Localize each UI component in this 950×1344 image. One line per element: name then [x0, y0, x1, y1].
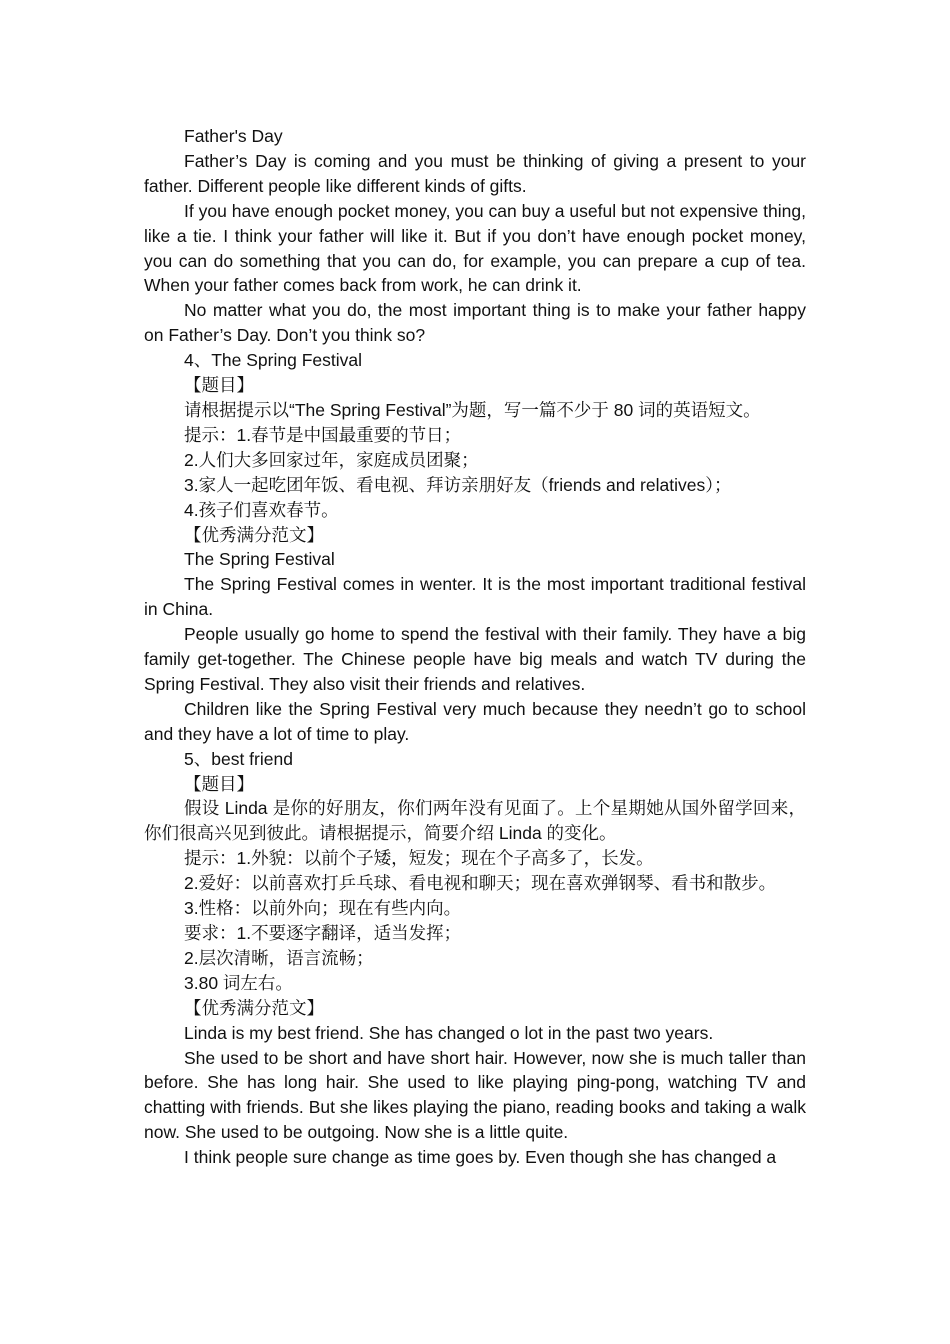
paragraph: She used to be short and have short hair. However, now she is much taller than before. She has long hair. She used to like playing ping-pong, watching TV and chatting with friends. But she likes playing the piano, reading books and taking a walk now. She used to be outgoing. Now she is a little quite.	[144, 1047, 806, 1143]
hint-item: 提示：1.外貌：以前个子矮，短发；现在个子高多了，长发。	[184, 848, 654, 869]
hint-item: 提示：1.春节是中国最重要的节日；	[184, 424, 462, 445]
question-text: 请根据提示以“The Spring Festival”为题，写一篇不少于 80 词的英语短文。	[184, 399, 761, 420]
section-heading-spring-festival: 4、The Spring Festival	[184, 350, 362, 371]
paragraph: Father’s Day is coming and you must be thinking of giving a present to your father. Different people like different kinds of gifts.	[144, 150, 806, 196]
paragraph: I think people sure change as time goes by. Even though she has changed a	[184, 1147, 777, 1168]
paragraph: The Spring Festival comes in wenter. It is the most important traditional festival in China.	[144, 574, 806, 620]
paragraph: Linda is my best friend. She has changed o lot in the past two years.	[184, 1022, 714, 1043]
paragraph: If you have enough pocket money, you can buy a useful but not expensive thing, like a tie. I think your father will like it. But if you don’t have enough pocket money, you can do something that you can do, for example, you can prepare a cup of tea. When your father comes back from work, he can drink it.	[144, 200, 806, 296]
essay-title-fathers-day: Father's Day	[184, 126, 283, 146]
requirement-item: 要求：1.不要逐字翻译，适当发挥；	[184, 923, 462, 943]
hint-item: 3.家人一起吃团年饭、看电视、拜访亲朋好友（friends and relatives）；	[184, 474, 732, 495]
hint-item: 4.孩子们喜欢春节。	[184, 499, 339, 520]
hint-item: 2.人们大多回家过年，家庭成员团聚；	[184, 449, 479, 470]
model-essay-label: 【优秀满分范文】	[184, 524, 324, 545]
hint-item: 3.性格：以前外向；现在有些内向。	[184, 898, 462, 919]
question-text: 假设 Linda 是你的好朋友，你们两年没有见面了。上个星期她从国外留学回来，你们很高兴见到彼此。请根据提示，简要介绍 Linda 的变化。	[144, 798, 806, 844]
model-essay-label: 【优秀满分范文】	[184, 997, 324, 1018]
requirement-item: 3.80 词左右。	[184, 972, 293, 993]
document-body	[144, 124, 806, 1170]
question-label: 【题目】	[184, 773, 254, 794]
question-label: 【题目】	[184, 375, 254, 396]
paragraph: Children like the Spring Festival very much because they needn’t go to school and they have a lot of time to play.	[144, 698, 806, 744]
paragraph: People usually go home to spend the festival with their family. They have a big family get-together. The Chinese people have big meals and watch TV during the Spring Festival. They also visit their friends and relatives.	[144, 624, 806, 694]
essay-title-spring-festival: The Spring Festival	[184, 549, 335, 570]
paragraph: No matter what you do, the most important thing is to make your father happy on Father’s Day. Don’t you think so?	[144, 300, 806, 346]
section-heading-best-friend: 5、best friend	[184, 748, 293, 769]
requirement-item: 2.层次清晰，语言流畅；	[184, 947, 374, 968]
hint-item: 2.爱好：以前喜欢打乒乓球、看电视和聊天；现在喜欢弹钢琴、看书和散步。	[184, 873, 777, 894]
